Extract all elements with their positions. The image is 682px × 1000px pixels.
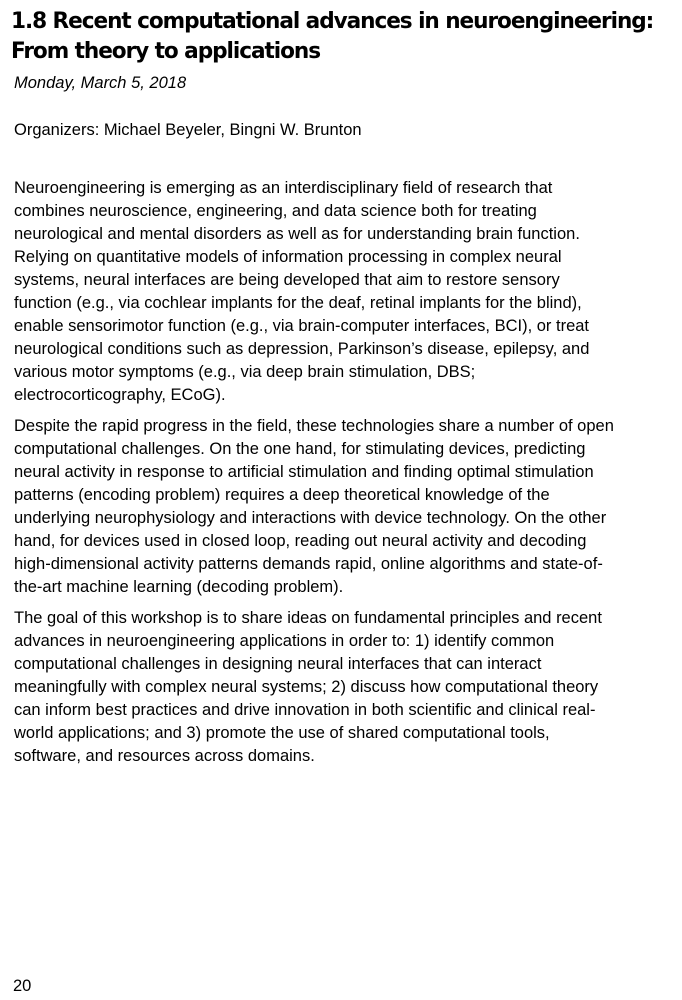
- text-line: hand, for devices used in closed loop, reading out neural activity and decoding: [14, 532, 587, 550]
- paragraph-challenges: [14, 415, 678, 599]
- text-line: Relying on quantitative models of information processing in complex neural: [14, 248, 562, 266]
- text-line: patterns (encoding problem) requires a deep theoretical knowledge of the: [14, 486, 550, 504]
- text-line: world applications; and 3) promote the use of shared computational tools,: [14, 724, 550, 742]
- text-line: Neuroengineering is emerging as an interdisciplinary field of research that: [14, 179, 553, 197]
- text-line: computational challenges. On the one hand, for stimulating devices, predicting: [14, 440, 586, 458]
- text-line: underlying neurophysiology and interactions with device technology. On the other: [14, 509, 607, 527]
- text-line: electrocorticography, ECoG).: [14, 386, 226, 404]
- text-line: various motor symptoms (e.g., via deep brain stimulation, DBS;: [14, 363, 476, 381]
- text-line: combines neuroscience, engineering, and data science both for treating: [14, 202, 537, 220]
- paragraph-workshop-goals: [14, 607, 678, 768]
- text-line: neurological conditions such as depression, Parkinson’s disease, epilepsy, and: [14, 340, 590, 358]
- text-line: neurological and mental disorders as well as for understanding brain function.: [14, 225, 580, 243]
- text-line: the-art machine learning (decoding problem).: [14, 578, 344, 596]
- text-line: function (e.g., via cochlear implants for the deaf, retinal implants for the blind),: [14, 294, 582, 312]
- text-line: software, and resources across domains.: [14, 747, 315, 765]
- text-line: meaningfully with complex neural systems; 2) discuss how computational theory: [14, 678, 599, 696]
- session-date: Monday, March 5, 2018: [14, 74, 187, 92]
- text-line: enable sensorimotor function (e.g., via brain-computer interfaces, BCI), or treat: [14, 317, 590, 335]
- paragraph-introduction: [14, 177, 678, 407]
- text-line: computational challenges in designing neural interfaces that can interact: [14, 655, 542, 673]
- text-line: systems, neural interfaces are being developed that aim to restore sensory: [14, 271, 560, 289]
- page-title: [11, 6, 654, 66]
- title-line: 1.8 Recent computational advances in neuroengineering:: [11, 8, 654, 34]
- text-line: can inform best practices and drive innovation in both scientific and clinical real-: [14, 701, 596, 719]
- text-line: Despite the rapid progress in the field, these technologies share a number of open: [14, 417, 614, 435]
- text-line: high-dimensional activity patterns demands rapid, online algorithms and state-of-: [14, 555, 603, 573]
- page-number: 20: [13, 977, 32, 995]
- body-text: [14, 177, 678, 776]
- text-line: neural activity in response to artificial stimulation and finding optimal stimulation: [14, 463, 594, 481]
- organizers-line: Organizers: Michael Beyeler, Bingni W. Brunton: [14, 121, 362, 139]
- title-line: From theory to applications: [11, 38, 320, 64]
- text-line: advances in neuroengineering applications in order to: 1) identify common: [14, 632, 555, 650]
- text-line: The goal of this workshop is to share ideas on fundamental principles and recent: [14, 609, 602, 627]
